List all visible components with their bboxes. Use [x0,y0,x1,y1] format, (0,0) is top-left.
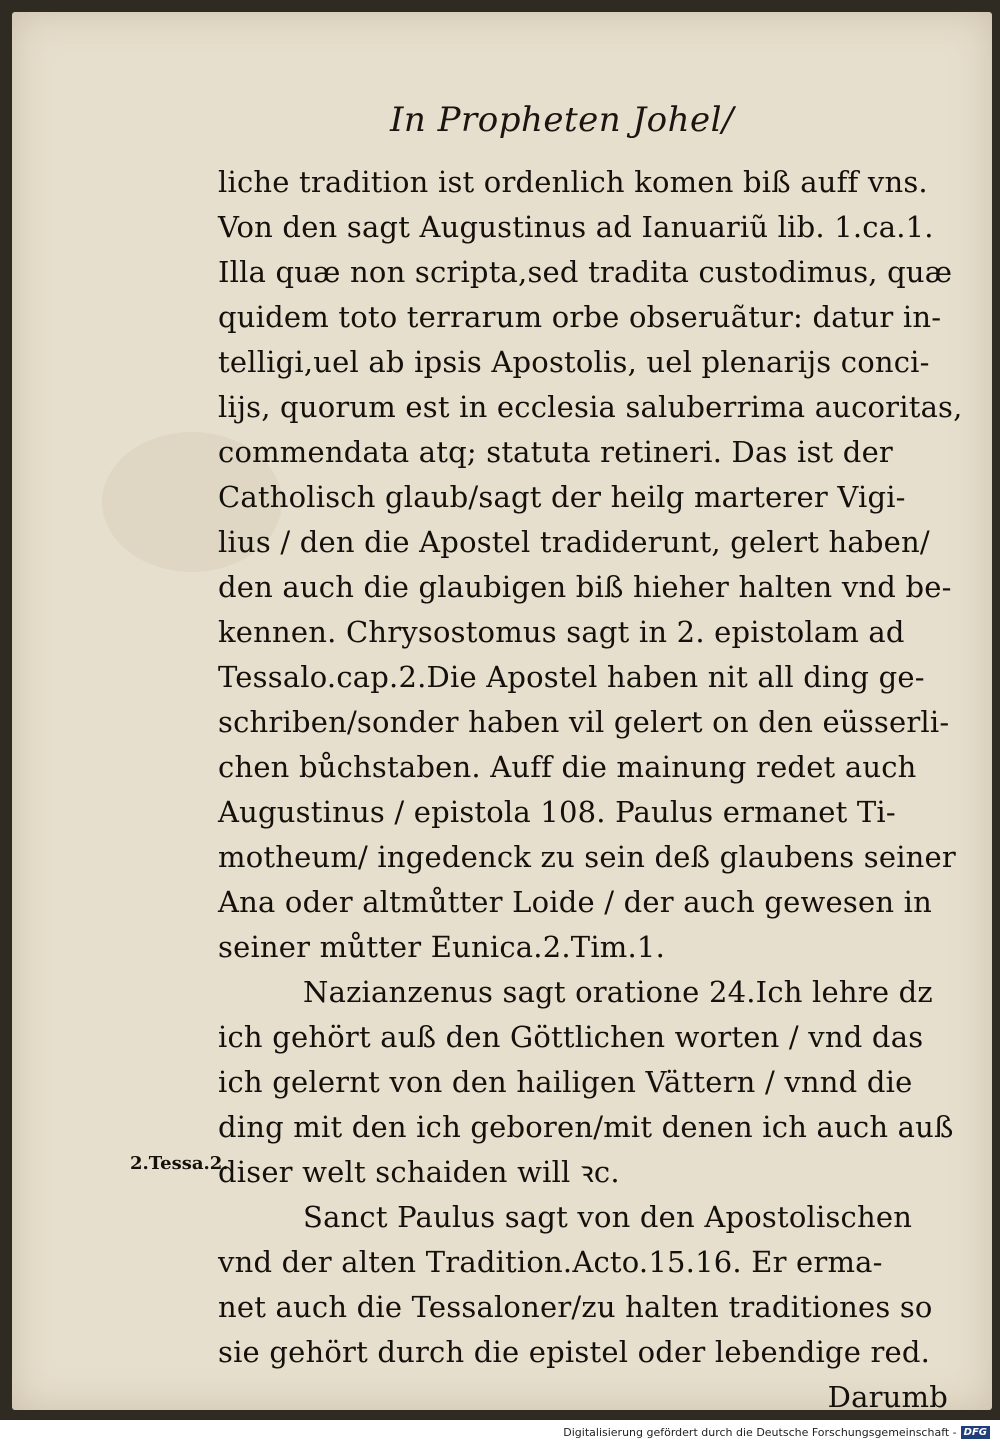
text-line: Augustinus / epistola 108. Paulus ermanet Ti- [218,795,896,829]
text-line: telligi,uel ab ipsis Apostolis, uel plenarijs conci- [218,345,930,379]
text-line: Von den sagt Augustinus ad Ianuariũ lib. 1.ca.1. [218,210,934,244]
text-line: lius / den die Apostel tradiderunt, gelert haben/ [218,525,930,559]
text-line: Catholisch glaub/sagt der heilg marterer Vigi- [218,480,906,514]
dfg-logo: DFG [961,1426,990,1439]
text-line: quidem toto terrarum orbe obseruãtur: datur in- [218,300,942,334]
text-line: vnd der alten Tradition.Acto.15.16. Er erma- [218,1245,883,1279]
text-line: diser welt schaiden will ꝛc. [218,1155,620,1189]
text-line: sie gehört durch die epistel oder lebendige red. [218,1335,931,1369]
text-block [218,160,963,1420]
catchword: Darumb [827,1380,948,1414]
text-line: motheum/ ingedenck zu sein deß glaubens seiner [218,840,956,874]
footer [0,1420,1000,1444]
text-line: ding mit den ich geboren/mit denen ich auch auß [218,1110,954,1144]
margin-note: 2.Tessa.2. [130,1153,229,1174]
text-line: Nazianzenus sagt oratione 24.Ich lehre dz [303,975,933,1009]
text-line: lijs, quorum est in ecclesia saluberrima aucoritas, [218,390,963,424]
text-line: Tessalo.cap.2.Die Apostel haben nit all ding ge- [218,660,925,694]
text-line: kennen. Chrysostomus sagt in 2. epistolam ad [218,615,905,649]
text-line: den auch die glaubigen biß hieher halten vnd be- [218,570,952,604]
text-line: Ana oder altmůtter Loide / der auch gewesen in [218,885,932,919]
text-line: liche tradition ist ordenlich komen biß auff vns. [218,165,928,199]
footer-text: Digitalisierung gefördert durch die Deutsche Forschungsgemeinschaft - [563,1425,957,1439]
text-line: Illa quæ non scripta,sed tradita custodimus, quæ [218,255,953,289]
running-head: In Propheten Johel/ [390,100,734,140]
text-line: ich gelernt von den hailigen Vättern / vnnd die [218,1065,913,1099]
text-line: ich gehört auß den Göttlichen worten / vnd das [218,1020,924,1054]
text-line: net auch die Tessaloner/zu halten traditiones so [218,1290,933,1324]
text-line: schriben/sonder haben vil gelert on den eüsserli- [218,705,950,739]
text-line: chen bůchstaben. Auff die mainung redet auch [218,750,917,784]
text-line: seiner můtter Eunica.2.Tim.1. [218,930,665,964]
text-line: Sanct Paulus sagt von den Apostolischen [303,1200,913,1234]
text-line: commendata atq; statuta retineri. Das ist der [218,435,893,469]
